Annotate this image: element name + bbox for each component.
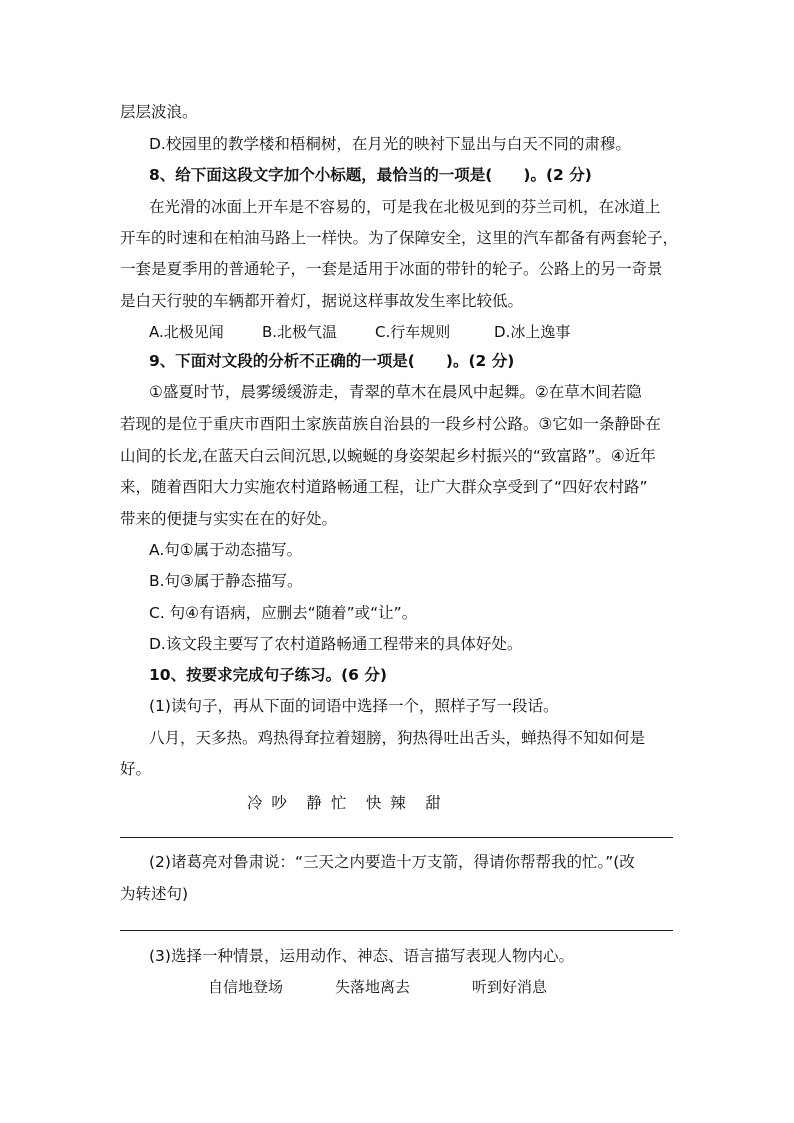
- scene-1: 自信地登场: [208, 978, 284, 996]
- option-d-prev: D.校园里的教学楼和梧桐树，在月光的映衬下显出与白天不同的肃穆。: [149, 135, 631, 153]
- option-9-a: A.句①属于动态描写。: [149, 541, 303, 559]
- scene-2: 失落地离去: [335, 978, 411, 996]
- subquestion-2-line-1: (2)诸葛亮对鲁肃说：“三天之内要造十万支箭，得请你帮帮我的忙。”(改: [149, 853, 635, 871]
- subquestion-1: (1)读句子，再从下面的词语中选择一个，照样子写一段话。: [149, 697, 559, 715]
- answer-line-1[interactable]: [120, 837, 673, 838]
- option-9-b: B.句③属于静态描写。: [149, 572, 303, 590]
- answer-line-2[interactable]: [120, 930, 673, 931]
- question-9-title: 9、下面对文段的分析不正确的一项是( )。(2 分): [149, 352, 515, 370]
- question-10-title: 10、按要求完成句子练习。(6 分): [149, 666, 387, 684]
- question-8-title: 8、给下面这段文字加个小标题，最恰当的一项是( )。(2 分): [149, 166, 592, 184]
- example-line-2: 好。: [120, 760, 152, 778]
- passage-8-line-4: 是白天行驶的车辆都开着灯，据说这样事故发生率比较低。: [120, 292, 524, 310]
- option-8-c: C.行车规则: [375, 323, 451, 341]
- option-9-c: C. 句④有语病，应删去“随着”或“让”。: [149, 604, 418, 622]
- option-8-d: D.冰上逸事: [494, 323, 571, 341]
- passage-8-line-3: 一套是夏季用的普通轮子，一套是适用于冰面的带针的轮子。公路上的另一奇景: [120, 260, 663, 278]
- passage-8-line-2: 开车的时速和在柏油马路上一样快。为了保障安全，这里的汽车都备有两套轮子，: [120, 229, 679, 247]
- subquestion-3: (3)选择一种情景，运用动作、神态、语言描写表现人物内心。: [149, 947, 574, 965]
- example-line-1: 八月，天多热。鸡热得耷拉着翅膀，狗热得吐出舌头，蝉热得不知如何是: [149, 729, 646, 747]
- continued-text: 层层波浪。: [120, 103, 198, 121]
- passage-8-line-1: 在光滑的冰面上开车是不容易的，可是我在北极见到的芬兰司机，在冰道上: [149, 198, 661, 216]
- word-bank: 冷 吵 静 忙 快 辣 甜: [247, 794, 443, 812]
- passage-9-line-2: 若现的是位于重庆市酉阳土家族苗族自治县的一段乡村公路。③它如一条静卧在: [120, 415, 661, 433]
- option-9-d: D.该文段主要写了农村道路畅通工程带来的具体好处。: [149, 635, 523, 653]
- option-8-b: B.北极气温: [262, 323, 338, 341]
- option-8-a: A.北极见闻: [149, 323, 224, 341]
- passage-9-line-4: 来，随着酉阳大力实施农村道路畅通工程，让广大群众享受到了“四好农村路”: [120, 478, 648, 496]
- subquestion-2-line-2: 为转述句): [120, 885, 189, 903]
- passage-9-line-1: ①盛夏时节，晨雾缓缓游走，青翠的草木在晨风中起舞。②在草木间若隐: [149, 383, 642, 401]
- passage-9-line-3: 山间的长龙,在蓝天白云间沉思,以蜿蜒的身姿架起乡村振兴的“致富路”。④近年: [120, 447, 656, 465]
- passage-9-line-5: 带来的便捷与实实在在的好处。: [120, 510, 338, 528]
- scene-3: 听到好消息: [472, 978, 548, 996]
